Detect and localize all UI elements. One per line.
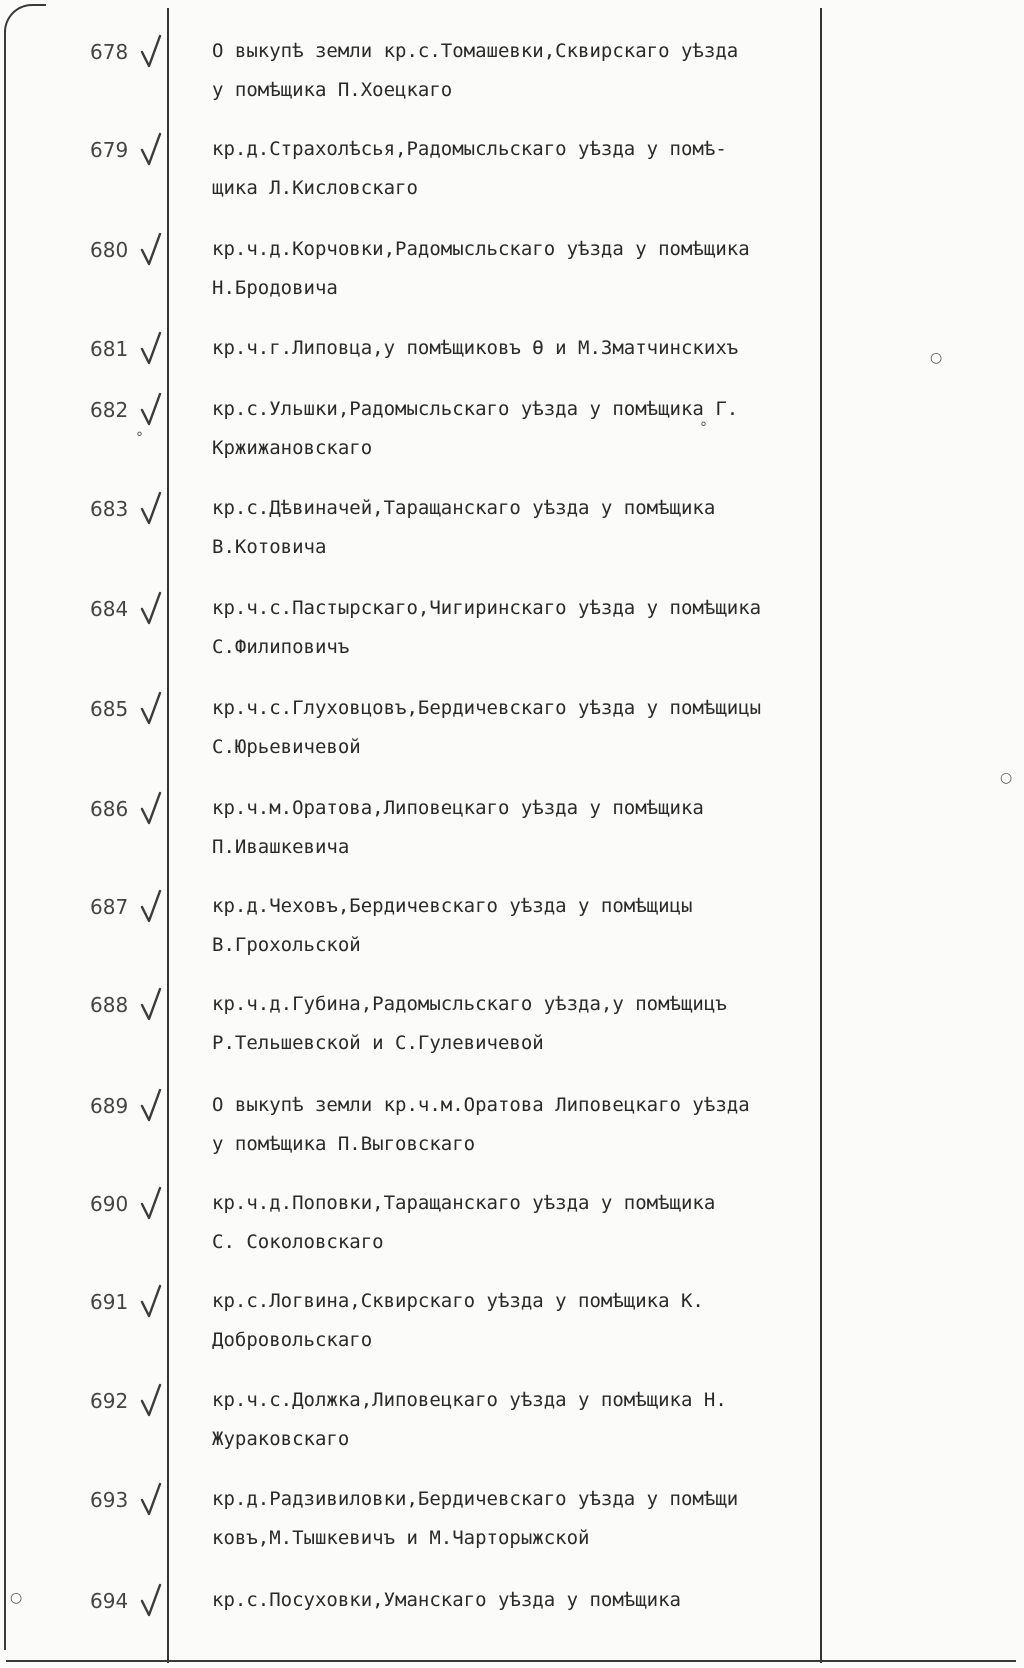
check-mark-icon <box>138 889 164 925</box>
entry-text-line-1: кр.с.Логвина,Сквирскаго уѣзда у помѣщика К. <box>212 1290 704 1312</box>
entry-text-line-1: О выкупѣ земли кр.с.Томашевки,Сквирскаго уѣзда <box>212 40 739 62</box>
entry-text-line-2: Жураковскаго <box>212 1428 350 1450</box>
entry-text-line-1: кр.с.Дѣвиначей,Таращанскаго уѣзда у помѣщика <box>212 497 716 519</box>
entry-text-line-1: кр.с.Посуховки,Уманскаго уѣзда у помѣщика <box>212 1589 681 1611</box>
entry-text-line-2: С.Филиповичъ <box>212 636 350 658</box>
entry-text-line-1: кр.с.Ульшки,Радомысльскаго уѣзда у помѣщика Г. <box>212 398 739 420</box>
paper-speck: ○ <box>10 1590 23 1606</box>
entry-text-line-2: С.Юрьевичевой <box>212 736 361 758</box>
entry-text-line-2: Н.Бродовича <box>212 277 338 299</box>
check-mark-icon <box>138 1186 164 1222</box>
entry-number: 693 <box>90 1488 129 1512</box>
entry-text-line-1: О выкупѣ земли кр.ч.м.Оратова Липовецкаго уѣзда <box>212 1094 750 1116</box>
paper-speck: ° <box>136 430 143 446</box>
entry-text-line-1: кр.ч.м.Оратова,Липовецкаго уѣзда у помѣщика <box>212 797 704 819</box>
entry-text-line-1: кр.ч.г.Липовца,у помѣщиковъ Ѳ и М.Зматчинскихъ <box>212 337 739 359</box>
entry-text-line-1: кр.ч.с.Пастырскаго,Чигиринскаго уѣзда у помѣщика <box>212 597 762 619</box>
entry-text-line-2: П.Ивашкевича <box>212 836 350 858</box>
entry-number: 682 <box>90 398 129 422</box>
entry-text-line-2: у помѣщика П.Хоецкаго <box>212 79 453 101</box>
entry-number: 686 <box>90 797 129 821</box>
entry-number: 691 <box>90 1290 129 1314</box>
check-mark-icon <box>138 1583 164 1619</box>
check-mark-icon <box>138 791 164 827</box>
entry-text-line-1: кр.д.Радзивиловки,Бердичевскаго уѣзда у помѣщи <box>212 1488 739 1510</box>
check-mark-icon <box>138 1383 164 1419</box>
entry-number: 690 <box>90 1192 129 1216</box>
entry-text-line-1: кр.ч.д.Корчовки,Радомысльскаго уѣзда у помѣщика <box>212 238 750 260</box>
entry-text-line-2: В.Грохольской <box>212 934 361 956</box>
entry-text-line-2: щика Л.Кисловскаго <box>212 177 418 199</box>
entry-text-line-1: кр.ч.с.Глуховцовъ,Бердичевскаго уѣзда у помѣщицы <box>212 697 762 719</box>
entry-number: 684 <box>90 597 129 621</box>
paper-speck: ○ <box>1000 770 1013 786</box>
check-mark-icon <box>138 987 164 1023</box>
entry-number: 687 <box>90 895 129 919</box>
entry-number: 689 <box>90 1094 129 1118</box>
check-mark-icon <box>138 591 164 627</box>
entry-text-line-2: Добровольскаго <box>212 1329 373 1351</box>
check-mark-icon <box>138 34 164 70</box>
entry-text-line-2: С. Соколовскаго <box>212 1231 384 1253</box>
check-mark-icon <box>138 691 164 727</box>
check-mark-icon <box>138 132 164 168</box>
check-mark-icon <box>138 491 164 527</box>
check-mark-icon <box>138 1088 164 1124</box>
entry-text-line-1: кр.д.Страхолѣсья,Радомысльскаго уѣзда у помѣ- <box>212 138 727 160</box>
entry-text-line-2: В.Котовича <box>212 536 327 558</box>
entry-number: 681 <box>90 337 129 361</box>
entry-number: 688 <box>90 993 129 1017</box>
paper-speck: ° <box>700 420 707 436</box>
entry-number: 685 <box>90 697 129 721</box>
entry-text-line-2: Р.Тельшевской и С.Гулевичевой <box>212 1032 544 1054</box>
entry-number: 680 <box>90 238 129 262</box>
entry-number: 678 <box>90 40 129 64</box>
entry-number: 683 <box>90 497 129 521</box>
check-mark-icon <box>138 1482 164 1518</box>
entry-text-line-2: у помѣщика П.Выговскаго <box>212 1133 476 1155</box>
entry-number: 692 <box>90 1389 129 1413</box>
check-mark-icon <box>138 232 164 268</box>
entry-text-line-2: ковъ,М.Тышкевичъ и М.Чарторыжской <box>212 1527 590 1549</box>
entry-text-line-2: Кржижановскаго <box>212 437 373 459</box>
entry-text-line-1: кр.ч.с.Должка,Липовецкаго уѣзда у помѣщика Н. <box>212 1389 727 1411</box>
check-mark-icon <box>138 331 164 367</box>
paper-speck: ○ <box>930 350 943 366</box>
check-mark-icon <box>138 392 164 428</box>
entry-number: 679 <box>90 138 129 162</box>
entry-text-line-1: кр.ч.д.Губина,Радомысльскаго уѣзда,у помѣщицъ <box>212 993 727 1015</box>
check-mark-icon <box>138 1284 164 1320</box>
entry-text-line-1: кр.ч.д.Поповки,Таращанскаго уѣзда у помѣщика <box>212 1192 716 1214</box>
entry-text-line-1: кр.д.Чеховъ,Бердичевскаго уѣзда у помѣщицы <box>212 895 693 917</box>
entry-number: 694 <box>90 1589 129 1613</box>
